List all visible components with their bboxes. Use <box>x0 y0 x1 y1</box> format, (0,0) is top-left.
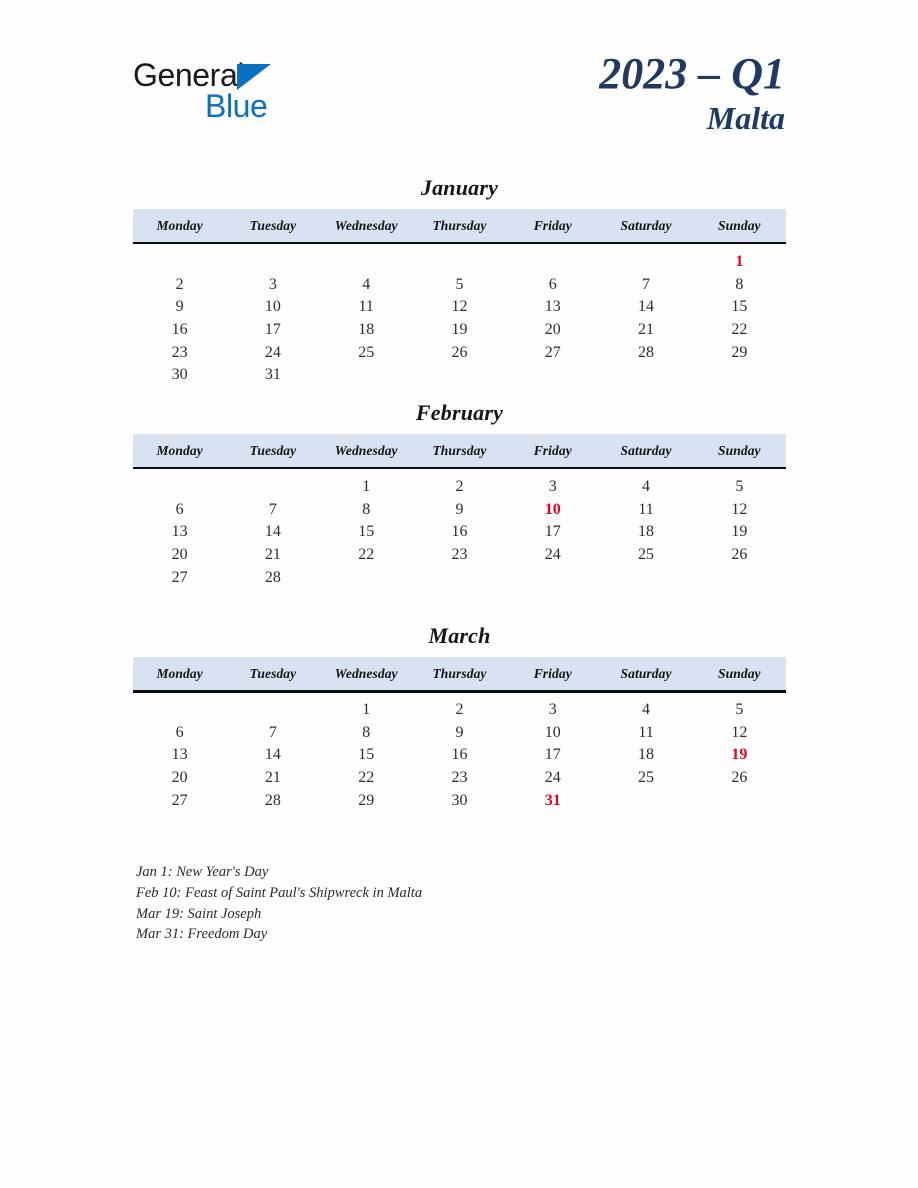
day-cell[interactable]: 1 <box>362 701 371 719</box>
day-cell-empty <box>133 691 226 722</box>
day-cell[interactable]: 10 <box>544 723 561 741</box>
weekday-header-tuesday: Tuesday <box>226 657 319 691</box>
day-cell[interactable]: 30 <box>451 791 468 809</box>
week-row <box>133 544 786 567</box>
month-section-march <box>133 622 786 812</box>
weekday-header-friday: Friday <box>506 209 599 243</box>
day-cell-empty <box>226 468 319 499</box>
day-cell[interactable]: 18 <box>638 523 655 541</box>
day-cell[interactable]: 14 <box>264 746 281 764</box>
day-cell[interactable]: 23 <box>171 343 188 361</box>
day-cell-empty <box>506 364 599 387</box>
day-cell[interactable]: 25 <box>638 546 655 564</box>
day-cell[interactable]: 27 <box>544 343 561 361</box>
day-cell[interactable]: 11 <box>358 298 374 316</box>
weekday-header-saturday: Saturday <box>599 434 692 468</box>
day-cell[interactable]: 26 <box>731 769 748 787</box>
legend-item: Mar 19: Saint Joseph <box>136 905 262 922</box>
day-cell[interactable]: 21 <box>264 546 281 564</box>
day-cell[interactable]: 21 <box>638 321 655 339</box>
weekday-header-sunday: Sunday <box>693 434 786 468</box>
day-cell[interactable]: 14 <box>638 298 655 316</box>
weekday-header-wednesday: Wednesday <box>320 657 413 691</box>
weekday-header-thursday: Thursday <box>413 657 506 691</box>
day-cell[interactable]: 25 <box>358 343 375 361</box>
month-section-february <box>133 399 786 589</box>
day-cell[interactable]: 9 <box>455 500 464 518</box>
day-cell[interactable]: 13 <box>171 523 188 541</box>
day-cell[interactable]: 16 <box>451 746 468 764</box>
day-cell[interactable]: 4 <box>642 478 651 496</box>
legend-item: Mar 31: Freedom Day <box>136 926 268 943</box>
day-cell[interactable]: 20 <box>171 769 188 787</box>
day-cell[interactable]: 20 <box>171 546 188 564</box>
day-cell[interactable]: 18 <box>638 746 655 764</box>
day-cell-empty <box>506 243 599 274</box>
day-cell-holiday[interactable]: 10 <box>544 500 561 518</box>
day-cell[interactable]: 10 <box>264 298 281 316</box>
day-cell-empty <box>599 566 692 589</box>
calendar-table <box>133 657 786 812</box>
day-cell[interactable]: 11 <box>638 500 654 518</box>
day-cell[interactable]: 28 <box>264 791 281 809</box>
day-cell-empty <box>693 789 786 812</box>
day-cell[interactable]: 17 <box>544 746 561 764</box>
week-row <box>133 468 786 499</box>
day-cell[interactable]: 19 <box>451 321 468 339</box>
day-cell[interactable]: 1 <box>362 478 371 496</box>
day-cell-empty <box>413 364 506 387</box>
day-cell-empty <box>693 566 786 589</box>
day-cell[interactable]: 15 <box>731 298 748 316</box>
day-cell-empty <box>320 566 413 589</box>
weekday-header-row <box>133 434 786 468</box>
day-cell-empty <box>506 566 599 589</box>
day-cell-holiday[interactable]: 31 <box>544 791 561 809</box>
day-cell[interactable]: 27 <box>171 568 188 586</box>
day-cell[interactable]: 24 <box>544 546 561 564</box>
day-cell[interactable]: 26 <box>451 343 468 361</box>
day-cell-empty <box>133 468 226 499</box>
day-cell-holiday[interactable]: 1 <box>735 253 744 271</box>
day-cell[interactable]: 4 <box>362 275 371 293</box>
day-cell[interactable]: 2 <box>175 275 184 293</box>
day-cell[interactable]: 3 <box>548 701 557 719</box>
day-cell[interactable]: 8 <box>362 723 371 741</box>
day-cell[interactable]: 20 <box>544 321 561 339</box>
week-row <box>133 566 786 589</box>
title-block <box>599 48 785 138</box>
month-title: January <box>420 175 499 200</box>
day-cell-empty <box>413 243 506 274</box>
day-cell[interactable]: 17 <box>264 321 281 339</box>
day-cell[interactable]: 24 <box>544 769 561 787</box>
week-row <box>133 296 786 319</box>
day-cell[interactable]: 29 <box>358 791 375 809</box>
day-cell[interactable]: 13 <box>544 298 561 316</box>
day-cell[interactable]: 26 <box>731 546 748 564</box>
week-row <box>133 499 786 522</box>
week-row <box>133 744 786 767</box>
general-blue-logo <box>133 56 393 136</box>
day-cell[interactable]: 31 <box>264 366 281 384</box>
day-cell[interactable]: 30 <box>171 366 188 384</box>
weekday-header-wednesday: Wednesday <box>320 434 413 468</box>
week-row <box>133 274 786 297</box>
weekday-header-monday: Monday <box>133 434 226 468</box>
weekday-header-row <box>133 657 786 691</box>
day-cell-empty <box>226 691 319 722</box>
day-cell-empty <box>320 364 413 387</box>
month-title: March <box>428 623 491 648</box>
weekday-header-sunday: Sunday <box>693 209 786 243</box>
day-cell[interactable]: 17 <box>544 523 561 541</box>
day-cell-empty <box>599 364 692 387</box>
logo-text-general: General <box>133 57 245 93</box>
day-cell[interactable]: 29 <box>731 343 748 361</box>
day-cell-empty <box>226 243 319 274</box>
day-cell[interactable]: 15 <box>358 746 375 764</box>
month-section-january <box>133 174 786 387</box>
day-cell[interactable]: 6 <box>175 500 184 518</box>
day-cell[interactable]: 18 <box>358 321 375 339</box>
day-cell-empty <box>599 789 692 812</box>
day-cell-empty <box>693 364 786 387</box>
weekday-header-monday: Monday <box>133 209 226 243</box>
weekday-header-tuesday: Tuesday <box>226 434 319 468</box>
day-cell[interactable]: 12 <box>731 723 748 741</box>
week-row <box>133 243 786 274</box>
day-cell[interactable]: 8 <box>735 275 744 293</box>
week-row <box>133 722 786 745</box>
holiday-legend <box>136 862 776 945</box>
day-cell[interactable]: 9 <box>455 723 464 741</box>
day-cell-empty <box>320 243 413 274</box>
calendar-table <box>133 209 786 387</box>
legend-item: Jan 1: New Year's Day <box>136 864 269 880</box>
day-cell[interactable]: 3 <box>548 478 557 496</box>
day-cell[interactable]: 24 <box>264 343 281 361</box>
week-row <box>133 789 786 812</box>
page-header <box>0 48 918 158</box>
day-cell[interactable]: 12 <box>451 298 468 316</box>
day-cell[interactable]: 13 <box>171 746 188 764</box>
weekday-header-sunday: Sunday <box>693 657 786 691</box>
day-cell[interactable]: 25 <box>638 769 655 787</box>
day-cell[interactable]: 9 <box>175 298 184 316</box>
day-cell[interactable]: 2 <box>455 478 464 496</box>
day-cell[interactable]: 22 <box>731 321 748 339</box>
weekday-header-friday: Friday <box>506 657 599 691</box>
weekday-header-monday: Monday <box>133 657 226 691</box>
week-row <box>133 521 786 544</box>
day-cell[interactable]: 5 <box>455 275 464 293</box>
weekday-header-tuesday: Tuesday <box>226 209 319 243</box>
day-cell[interactable]: 2 <box>455 701 464 719</box>
day-cell[interactable]: 23 <box>451 546 468 564</box>
day-cell[interactable]: 19 <box>731 523 748 541</box>
day-cell[interactable]: 6 <box>548 275 557 293</box>
day-cell-empty <box>599 243 692 274</box>
weekday-header-friday: Friday <box>506 434 599 468</box>
day-cell[interactable]: 7 <box>268 500 277 518</box>
logo-text-blue: Blue <box>205 88 268 124</box>
day-cell[interactable]: 4 <box>642 701 651 719</box>
weekday-header-saturday: Saturday <box>599 657 692 691</box>
week-row <box>133 364 786 387</box>
day-cell[interactable]: 7 <box>642 275 651 293</box>
day-cell[interactable]: 5 <box>735 478 744 496</box>
page-title: 2023 – Q1 <box>599 49 785 98</box>
day-cell[interactable]: 15 <box>358 523 375 541</box>
weekday-header-row <box>133 209 786 243</box>
week-row <box>133 319 786 342</box>
day-cell-empty <box>413 566 506 589</box>
day-cell[interactable]: 3 <box>268 275 277 293</box>
day-cell[interactable]: 12 <box>731 500 748 518</box>
weekday-header-wednesday: Wednesday <box>320 209 413 243</box>
weekday-header-thursday: Thursday <box>413 209 506 243</box>
weekday-header-saturday: Saturday <box>599 209 692 243</box>
day-cell[interactable]: 14 <box>264 523 281 541</box>
day-cell[interactable]: 27 <box>171 791 188 809</box>
day-cell-empty <box>133 243 226 274</box>
day-cell[interactable]: 11 <box>638 723 654 741</box>
day-cell-holiday[interactable]: 19 <box>731 746 748 764</box>
day-cell[interactable]: 7 <box>268 723 277 741</box>
month-title: February <box>415 400 504 425</box>
week-row <box>133 767 786 790</box>
day-cell[interactable]: 28 <box>264 568 281 586</box>
legend-item: Feb 10: Feast of Saint Paul's Shipwreck in Malta <box>136 884 423 901</box>
day-cell[interactable]: 5 <box>735 701 744 719</box>
day-cell[interactable]: 6 <box>175 723 184 741</box>
day-cell[interactable]: 22 <box>358 546 375 564</box>
day-cell[interactable]: 16 <box>451 523 468 541</box>
day-cell[interactable]: 16 <box>171 321 188 339</box>
calendar-table <box>133 434 786 589</box>
week-row <box>133 341 786 364</box>
day-cell[interactable]: 23 <box>451 769 468 787</box>
day-cell[interactable]: 21 <box>264 769 281 787</box>
week-row <box>133 691 786 722</box>
day-cell[interactable]: 28 <box>638 343 655 361</box>
day-cell[interactable]: 22 <box>358 769 375 787</box>
page-subtitle-country: Malta <box>706 100 785 136</box>
weekday-header-thursday: Thursday <box>413 434 506 468</box>
day-cell[interactable]: 8 <box>362 500 371 518</box>
